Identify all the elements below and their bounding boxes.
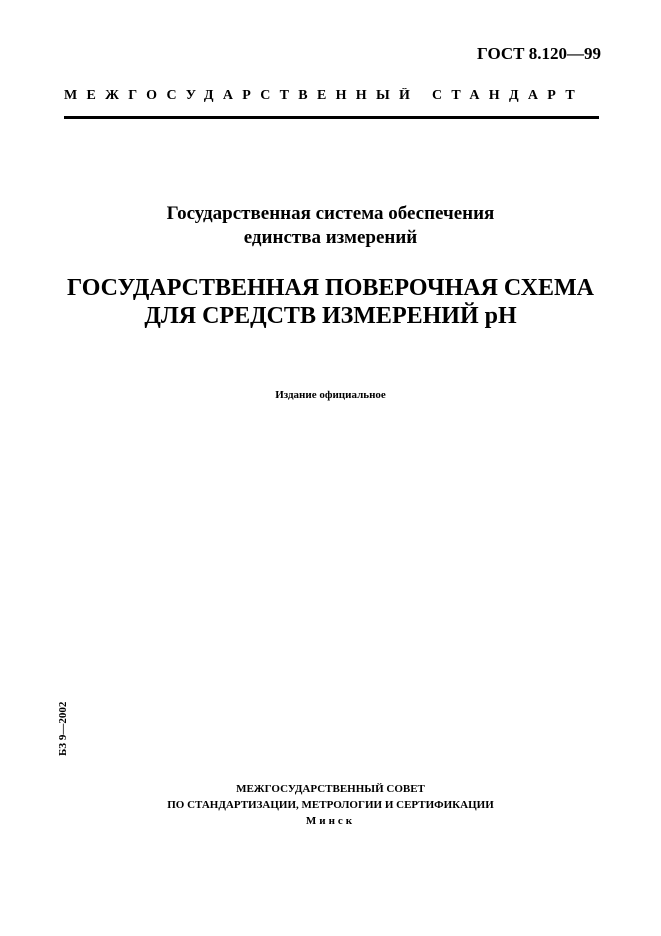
series-subtitle	[0, 202, 661, 250]
header-divider	[64, 116, 599, 119]
main-title	[0, 274, 661, 330]
edition-label: Издание официальное	[275, 389, 386, 401]
publisher-block	[0, 781, 661, 829]
subtitle-line-1: Государственная система обеспечения	[166, 203, 495, 224]
main-title-line-2: ДЛЯ СРЕДСТВ ИЗМЕРЕНИЙ pH	[144, 303, 517, 329]
document-number: ГОСТ 8.120—99	[477, 44, 601, 63]
main-title-line-1: ГОСУДАРСТВЕННАЯ ПОВЕРОЧНАЯ СХЕМА	[67, 275, 594, 301]
side-code: БЗ 9—2002	[57, 701, 69, 756]
standard-type-heading: МЕЖГОСУДАРСТВЕННЫЙ СТАНДАРТ	[64, 88, 584, 103]
publisher-city: Минск	[305, 815, 356, 827]
subtitle-line-2: единства измерений	[243, 227, 418, 248]
publisher-line-1: МЕЖГОСУДАРСТВЕННЫЙ СОВЕТ	[236, 783, 425, 795]
publisher-line-2: ПО СТАНДАРТИЗАЦИИ, МЕТРОЛОГИИ И СЕРТИФИКАЦИИ	[167, 799, 494, 811]
